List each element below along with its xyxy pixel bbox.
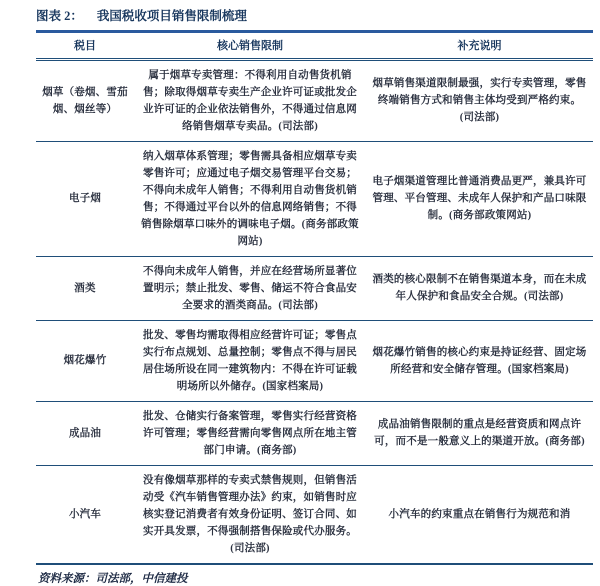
note-cell: 成品油销售限制的重点是经营资质和网点许可，而不是一般意义上的渠道开放。(商务部) bbox=[366, 401, 593, 465]
tax-item-cell: 小汽车 bbox=[36, 465, 134, 564]
note-cell: 烟花爆竹销售的核心约束是持证经营、固定场所经营和安全储存管理。(国家档案局) bbox=[366, 320, 593, 401]
restriction-cell: 纳入烟草体系管理；零售需具备相应烟草专卖零售许可；应通过电子烟交易管理平台交易；不得向未成年人销售；不得利用自动售货机销售；不得通过平台以外的信息网络销售；不得销售除烟草口味外的调味电子烟。(商务部政策网站) bbox=[134, 141, 366, 256]
header-tax-item: 税目 bbox=[36, 33, 134, 60]
restriction-cell: 不得向未成年人销售，并应在经营场所显著位置明示；禁止批发、零售、储运不符合食品安全要求的酒类商品。(司法部) bbox=[134, 256, 366, 320]
source-note: 资料来源：司法部，中信建投 bbox=[38, 572, 188, 585]
tax-item-cell: 成品油 bbox=[36, 401, 134, 465]
restriction-cell: 批发、仓储实行备案管理，零售实行经营资格许可管理；零售经营需向零售网点所在地主管部门申请。(商务部) bbox=[134, 401, 366, 465]
table-row bbox=[36, 401, 593, 465]
note-cell: 酒类的核心限制不在销售渠道本身，而在未成年人保护和食品安全合规。(司法部) bbox=[366, 256, 593, 320]
table-row bbox=[36, 320, 593, 401]
tax-item-cell: 电子烟 bbox=[36, 141, 134, 256]
table-header-row bbox=[36, 33, 593, 60]
header-supplement: 补充说明 bbox=[366, 33, 593, 60]
header-core-restriction: 核心销售限制 bbox=[134, 33, 366, 60]
table-row bbox=[36, 465, 593, 564]
restriction-cell: 属于烟草专卖管理：不得利用自动售货机销售；除取得烟草专卖生产企业许可证或批发企业许可证的企业依法销售外，不得通过信息网络销售烟草专卖品。(司法部) bbox=[134, 59, 366, 141]
figure-title-text: 我国税收项目销售限制梳理 bbox=[96, 9, 247, 23]
table-row bbox=[36, 256, 593, 320]
tax-item-cell: 烟花爆竹 bbox=[36, 320, 134, 401]
figure-label: 图表 2： bbox=[36, 9, 83, 23]
note-cell: 小汽车的约束重点在销售行为规范和消 bbox=[366, 465, 593, 564]
restriction-cell: 没有像烟草那样的专卖式禁售规则，但销售活动受《汽车销售管理办法》约束，如销售时应核实登记消费者有效身份证明、签订合同、如实开具发票，不得强制搭售保险或代办服务。(司法部) bbox=[134, 465, 366, 564]
table-row bbox=[36, 141, 593, 256]
figure-title bbox=[36, 6, 593, 30]
table-row bbox=[36, 59, 593, 141]
tax-item-cell: 酒类 bbox=[36, 256, 134, 320]
tax-restriction-table bbox=[36, 33, 593, 565]
restriction-cell: 批发、零售均需取得相应经营许可证；零售点实行布点规划、总量控制；零售点不得与居民居住场所设在同一建筑物内：不得在许可证载明场所以外储存。(国家档案局) bbox=[134, 320, 366, 401]
note-cell: 烟草销售渠道限制最强，实行专卖管理，零售终端销售方式和销售主体均受到严格约束。(司法部) bbox=[366, 59, 593, 141]
tax-item-cell: 烟草（卷烟、雪茄烟、烟丝等） bbox=[36, 59, 134, 141]
note-cell: 电子烟渠道管理比普通消费品更严，兼具许可管理、平台管理、未成年人保护和产品口味限制。(商务部政策网站) bbox=[366, 141, 593, 256]
